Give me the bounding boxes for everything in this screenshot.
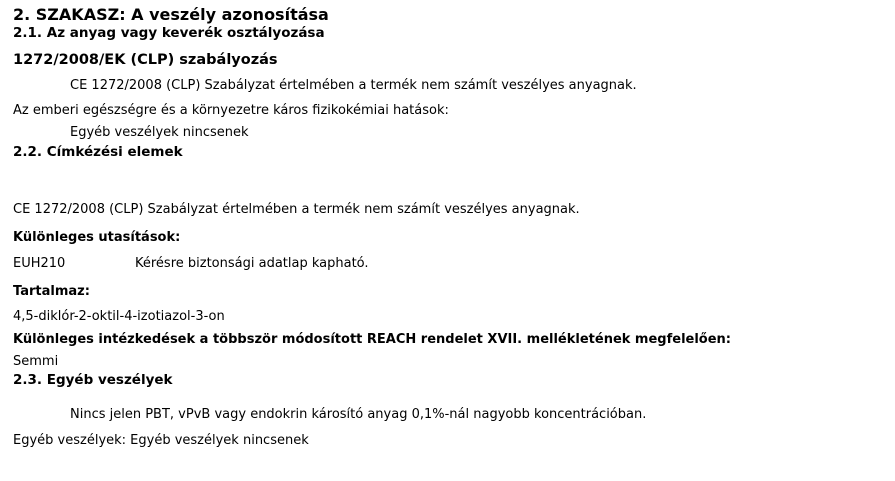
euh-text: Kérésre biztonsági adatlap kapható. — [135, 256, 369, 271]
subsection-2-3-heading: 2.3. Egyéb veszélyek — [13, 372, 173, 388]
pbt-statement: Nincs jelen PBT, vPvB vagy endokrin károsító anyag 0,1%-nál nagyobb koncentrációban. — [70, 407, 647, 422]
euh-code: EUH210 — [13, 256, 66, 271]
euh-statement-row — [13, 255, 369, 272]
labelling-clp-statement: CE 1272/2008 (CLP) Szabályzat értelmében a termék nem számít veszélyes anyagnak. — [13, 202, 580, 217]
reach-annex-heading: Különleges intézkedések a többször módosított REACH rendelet XVII. mellékletének megfelelően: — [13, 332, 732, 347]
contains-heading: Tartalmaz: — [13, 284, 90, 299]
physicochemical-effects-label: Az emberi egészségre és a környezetre káros fizikokémiai hatások: — [13, 103, 449, 118]
reach-annex-value: Semmi — [13, 354, 59, 369]
special-instructions-heading: Különleges utasítások: — [13, 230, 181, 245]
clp-regulation-statement: CE 1272/2008 (CLP) Szabályzat értelmében a termék nem számít veszélyes anyagnak. — [70, 78, 637, 93]
subsection-2-1-heading: 2.1. Az anyag vagy keverék osztályozása — [13, 25, 325, 41]
subsection-2-2-heading: 2.2. Címkézési elemek — [13, 144, 183, 160]
contains-substance: 4,5-diklór-2-oktil-4-izotiazol-3-on — [13, 309, 225, 324]
physicochemical-effects-value: Egyéb veszélyek nincsenek — [70, 125, 249, 140]
section-2-heading: 2. SZAKASZ: A veszély azonosítása — [13, 5, 329, 24]
clp-regulation-heading: 1272/2008/EK (CLP) szabályozás — [13, 52, 278, 68]
other-hazards-line: Egyéb veszélyek: Egyéb veszélyek nincsenek — [13, 433, 309, 448]
